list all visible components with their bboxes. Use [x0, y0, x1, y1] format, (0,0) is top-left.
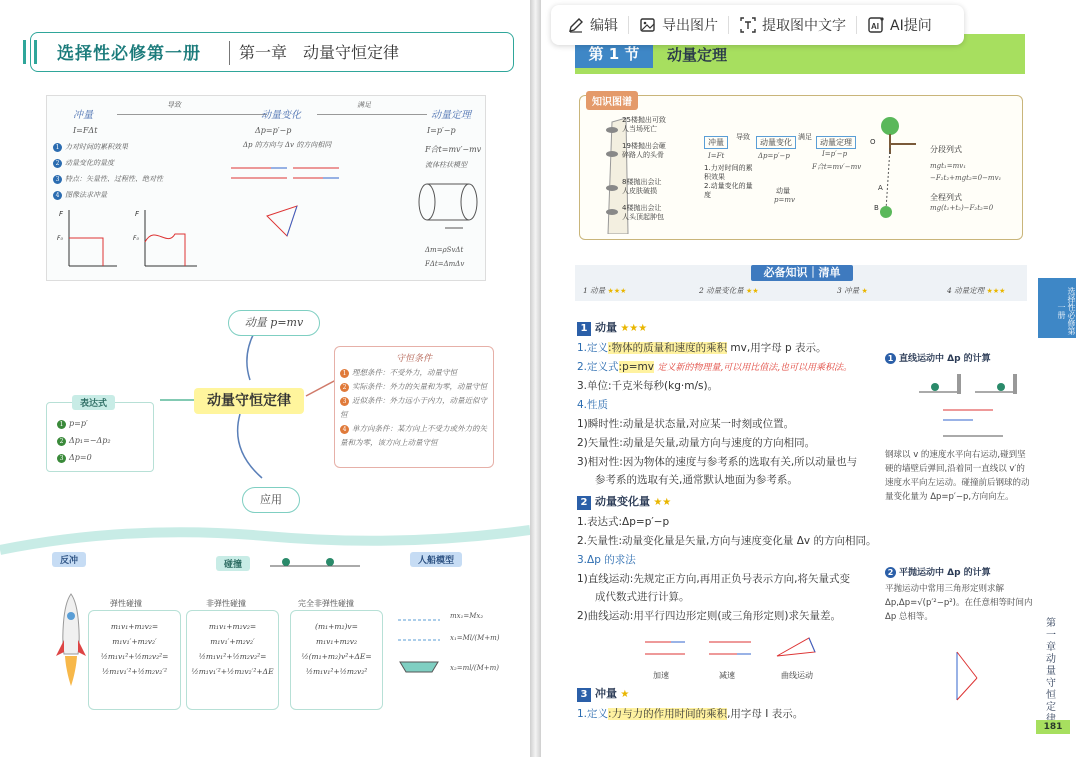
momentum-change-formula: Δp=p′−p	[255, 126, 292, 135]
momentum-formula: 2.定义式:p=mv 定义新的物理量,可以用比值法,也可以用乘积法。	[577, 361, 853, 373]
change-method-heading: 3.Δp 的求法	[577, 554, 636, 566]
expressions-tag: 表达式	[72, 395, 115, 410]
caption-curve: 曲线运动	[781, 671, 813, 680]
arrow-line	[117, 114, 267, 115]
km-theorem-node: 动量定理	[816, 136, 856, 149]
km-impulse-node: 冲量	[704, 136, 728, 149]
must-item-1[interactable]: 1 动量 ★★★	[583, 286, 627, 295]
piecewise-label: 分段列式	[930, 145, 962, 154]
header-divider	[229, 41, 230, 65]
caption-decelerate: 减速	[719, 671, 735, 680]
km-note-1: 1.力对时间的累积效果	[704, 164, 753, 181]
right-page	[541, 0, 1080, 757]
point-a: A	[878, 184, 883, 192]
property-vector: 2)矢量性:动量是矢量,动量方向与速度的方向相同。	[577, 437, 816, 449]
whole-process-eq: mg(t₁+t₂)−F₂t₂=0	[930, 204, 994, 212]
conservation-law-node: 动量守恒定律	[194, 388, 304, 414]
impulse-formula: I=FΔt	[73, 126, 98, 135]
inelastic-eq-4: ½m₁v₁′²+½m₂v₂′²+ΔE	[191, 667, 274, 676]
inelastic-eq-3: ½m₁v₁²+½m₂v₂²=	[198, 652, 267, 661]
point-o: O	[870, 138, 876, 146]
inelastic-eq-2: m₁v₁′+m₂v₂′	[210, 637, 255, 646]
wall-collision-diagram	[915, 370, 1025, 446]
arrow-line	[317, 114, 427, 115]
property-instantaneous: 1)瞬时性:动量是状态量,对应某一时刻或位置。	[577, 418, 795, 430]
book-spine	[530, 0, 541, 757]
change-expression: 1.表达式:Δp=p′−p	[577, 516, 670, 528]
inelastic-eq-1: m₁v₁+m₂v₂=	[208, 622, 257, 631]
svg-text:F₀: F₀	[57, 235, 63, 242]
elastic-title: 弹性碰撞	[110, 599, 142, 608]
km-note-2: 2.动量变化的量度	[704, 182, 753, 199]
side-note-projectile: 2 平抛运动中 Δp 的计算	[885, 566, 1031, 580]
svg-text:F: F	[59, 210, 64, 218]
must-know-title: 必备知识｜清单	[751, 265, 853, 281]
condition-3: 3 近似条件：外力远小于内力，动量近似守恒	[340, 396, 487, 419]
km-momentum-formula: p=mv	[774, 196, 795, 204]
momentum-change-direction: Δp 的方向与 Δv 的方向相同	[243, 141, 332, 149]
extract-label: 提取图中文字	[762, 18, 846, 34]
book-title: 选择性必修第一册	[57, 44, 201, 64]
expression-2: 2 Δp₁=−Δp₂	[57, 436, 111, 446]
km-change-formula: Δp=p′−p	[758, 152, 790, 160]
chapter-header	[30, 32, 514, 72]
km-arrow-b: 满足	[798, 133, 812, 141]
arrow-label-satisfies: 满足	[357, 101, 371, 109]
height-fact-4: 4楼抛出会让人头顶起肿包	[622, 204, 664, 221]
condition-2: 2 实际条件：外力的矢量和为零，动量守恒	[340, 380, 488, 394]
momentum-properties-heading: 4.性质	[577, 399, 609, 411]
section-name: 动量定理	[667, 46, 728, 64]
extract-text-button[interactable]	[729, 10, 856, 40]
edit-button[interactable]	[557, 10, 628, 40]
height-fact-2: 19楼抛出会砸碎路人的头骨	[622, 142, 666, 159]
svg-text:AI: AI	[871, 22, 879, 31]
ai-ask-button[interactable]	[857, 10, 942, 40]
fluid-equation-1: Δm=ρSvΔt	[425, 246, 464, 254]
impulse-point-2: 2 动量变化的量度	[53, 158, 114, 168]
section-2-heading: 2 动量变化量 ★★	[577, 494, 671, 510]
elastic-eq-4: ½m₁v₁′²+½m₂v₂′²	[102, 667, 167, 676]
expression-3: 3 Δp=0	[57, 453, 92, 463]
change-curved: 2)曲线运动:用平行四边形定则(或三角形定则)求矢量差。	[577, 610, 842, 622]
change-linear-cont: 成代数式进行计算。	[595, 591, 690, 603]
km-theorem-eq: F合t=mv′−mv	[812, 163, 862, 171]
pencil-icon	[567, 16, 585, 34]
vector-diagrams	[227, 156, 367, 246]
image-export-icon	[639, 16, 657, 34]
point-b: B	[874, 204, 879, 212]
impulse-point-3: 3 特点：矢量性、过程性、绝对性	[53, 174, 163, 184]
km-change-node: 动量变化	[756, 136, 796, 149]
section-number: 第 1 节	[575, 40, 653, 68]
conservation-conditions-box	[334, 346, 494, 468]
perfect-eq-3: ½(m₁+m₂)v²+ΔE=	[301, 652, 372, 661]
perfect-eq-4: ½m₁v₁²+½m₂v₂²	[305, 667, 368, 676]
impulse-point-1: 1 力对时间的累积效果	[53, 142, 128, 152]
side-note-linear: 1 直线运动中 Δp 的计算	[885, 352, 1031, 366]
perfect-eq-1: (m₁+m₂)v=	[315, 622, 358, 631]
knowledge-map	[579, 95, 1023, 240]
elastic-eq-2: m₁v₁′+m₂v₂′	[112, 637, 157, 646]
piecewise-eq-2: −F₂t₂+mgt₂=0−mv₁	[930, 174, 1002, 182]
page-number: 181	[1036, 720, 1070, 734]
must-know-header	[575, 265, 1027, 301]
collision-diagram	[270, 548, 360, 572]
condition-4: 4 单方向条件：某方向上不受力或外力的矢量和为零，该方向上动量守恒	[340, 424, 487, 447]
text-extract-icon	[739, 16, 757, 34]
theorem-formula: I=p′−p	[427, 126, 456, 135]
svg-text:F: F	[135, 210, 140, 218]
impulse-definition: 1.定义:力与力的作用时间的乘积,用字母 I 表示。	[577, 708, 804, 720]
fluid-column-diagram	[415, 178, 485, 234]
boat-eq-1: mx₁=Mx₂	[450, 612, 484, 620]
header-decoration	[23, 40, 37, 64]
boat-diagram	[394, 600, 444, 690]
image-toolbar	[551, 5, 964, 45]
perfect-eq-2: m₁v₁+m₂v₂	[315, 637, 357, 646]
expression-1: 1 p=p′	[57, 419, 88, 429]
momentum-definition: 1.定义:物体的质量和速度的乘积 mv,用字母 p 表示。	[577, 342, 827, 354]
caption-accelerate: 加速	[653, 671, 669, 680]
elastic-eq-3: ½m₁v₁²+½m₂v₂²=	[100, 652, 169, 661]
momentum-node: 动量 p=mv	[228, 310, 320, 336]
change-vector: 2.矢量性:动量变化量是矢量,方向与速度变化量 Δv 的方向相同。	[577, 535, 877, 547]
must-item-3[interactable]: 3 冲量 ★	[837, 286, 868, 295]
momentum-unit: 3.单位:千克米每秒(kg·m/s)。	[577, 380, 719, 392]
impulse-label: 冲量	[73, 110, 93, 121]
projectile-triangle	[937, 648, 997, 712]
fluid-equation-2: FΔt=ΔmΔv	[425, 260, 465, 268]
edit-label: 编辑	[590, 18, 618, 34]
theorem-label: 动量定理	[431, 110, 471, 121]
svg-text:F₀: F₀	[133, 235, 139, 242]
recoil-tag: 反冲	[52, 552, 86, 567]
chapter-title: 第一章 动量守恒定律	[239, 43, 400, 62]
condition-1: 1 理想条件：不受外力，动量守恒	[340, 366, 488, 380]
momentum-change-label: 动量变化	[261, 110, 301, 121]
property-relative-cont: 参考系的选取有关,通常默认地面为参考系。	[595, 474, 798, 486]
vector-diff-diagrams	[637, 632, 867, 668]
expressions-box	[46, 402, 154, 472]
km-momentum-label: 动量	[776, 187, 790, 195]
force-time-graphs	[57, 204, 207, 274]
elastic-collision-card	[88, 610, 181, 710]
km-theorem-formula: I=p′−p	[822, 150, 848, 158]
export-label: 导出图片	[662, 18, 718, 34]
impulse-point-4: 4 图像法求冲量	[53, 190, 107, 200]
height-fact-3: 8楼抛出会让人皮肤破损	[622, 178, 662, 195]
ai-label: AI提问	[890, 18, 932, 34]
tree-swing-illustration	[876, 114, 926, 226]
elastic-eq-1: m₁v₁+m₂v₂=	[110, 622, 159, 631]
side-note-projectile-text: 平抛运动中常用三角形定则求解 Δp,Δp=√(p′²−p²)。在任意相等时间内 Δp 总相等。	[885, 584, 1033, 622]
knowledge-map-title: 知识图谱	[586, 91, 638, 110]
person-boat-tag: 人船模型	[410, 552, 462, 567]
km-arrow-a: 导致	[736, 133, 750, 141]
perfectly-inelastic-card	[290, 610, 383, 710]
impulse-concept-box	[46, 95, 486, 281]
conditions-title: 守恒条件	[395, 354, 432, 364]
boat-eq-3: x₂=ml/(M+m)	[450, 664, 499, 672]
height-fact-1: 25楼抛出可致人当场死亡	[622, 116, 666, 133]
property-relative: 3)相对性:因为物体的速度与参考系的选取有关,所以动量也与	[577, 456, 858, 468]
perfect-title: 完全非弹性碰撞	[298, 599, 354, 608]
fluid-model-label: 流体柱状模型	[425, 161, 467, 169]
left-page	[0, 0, 530, 757]
ai-icon	[867, 16, 885, 34]
inelastic-collision-card	[186, 610, 279, 710]
application-node: 应用	[242, 487, 300, 513]
section-3-heading: 3 冲量 ★	[577, 686, 629, 702]
side-note-linear-text: 钢球以 v 的速度水平向右运动,碰到坚硬的墙壁后弹回,沿着同一直线以 v′的速度水平向左运动。碰撞前后钢球的动量变化量为 Δp=p′−p,方向向左。	[885, 450, 1030, 502]
change-linear: 1)直线运动:先规定正方向,再用正负号表示方向,将矢量式变	[577, 573, 850, 585]
section-1-heading: 1 动量 ★★★	[577, 320, 647, 336]
km-impulse-formula: I=Ft	[708, 152, 725, 160]
collision-tag: 碰撞	[216, 556, 250, 571]
volume-tab[interactable]: 选择性必修第一册	[1038, 278, 1076, 338]
must-item-4[interactable]: 4 动量定理 ★★★	[947, 286, 1006, 295]
boat-eq-2: x₁=Ml/(M+m)	[450, 634, 500, 642]
export-image-button[interactable]	[629, 10, 728, 40]
whole-process-label: 全程列式	[930, 193, 962, 202]
chapter-side-label: 第一章 动量守恒定	[1046, 618, 1056, 713]
inelastic-title: 非弹性碰撞	[206, 599, 246, 608]
arrow-label-leads: 导致	[167, 101, 181, 109]
must-item-2[interactable]: 2 动量变化量 ★★	[699, 286, 759, 295]
piecewise-eq-1: mgt₁=mv₁	[930, 162, 967, 170]
theorem-equation: F合t=mv′−mv	[425, 145, 482, 154]
